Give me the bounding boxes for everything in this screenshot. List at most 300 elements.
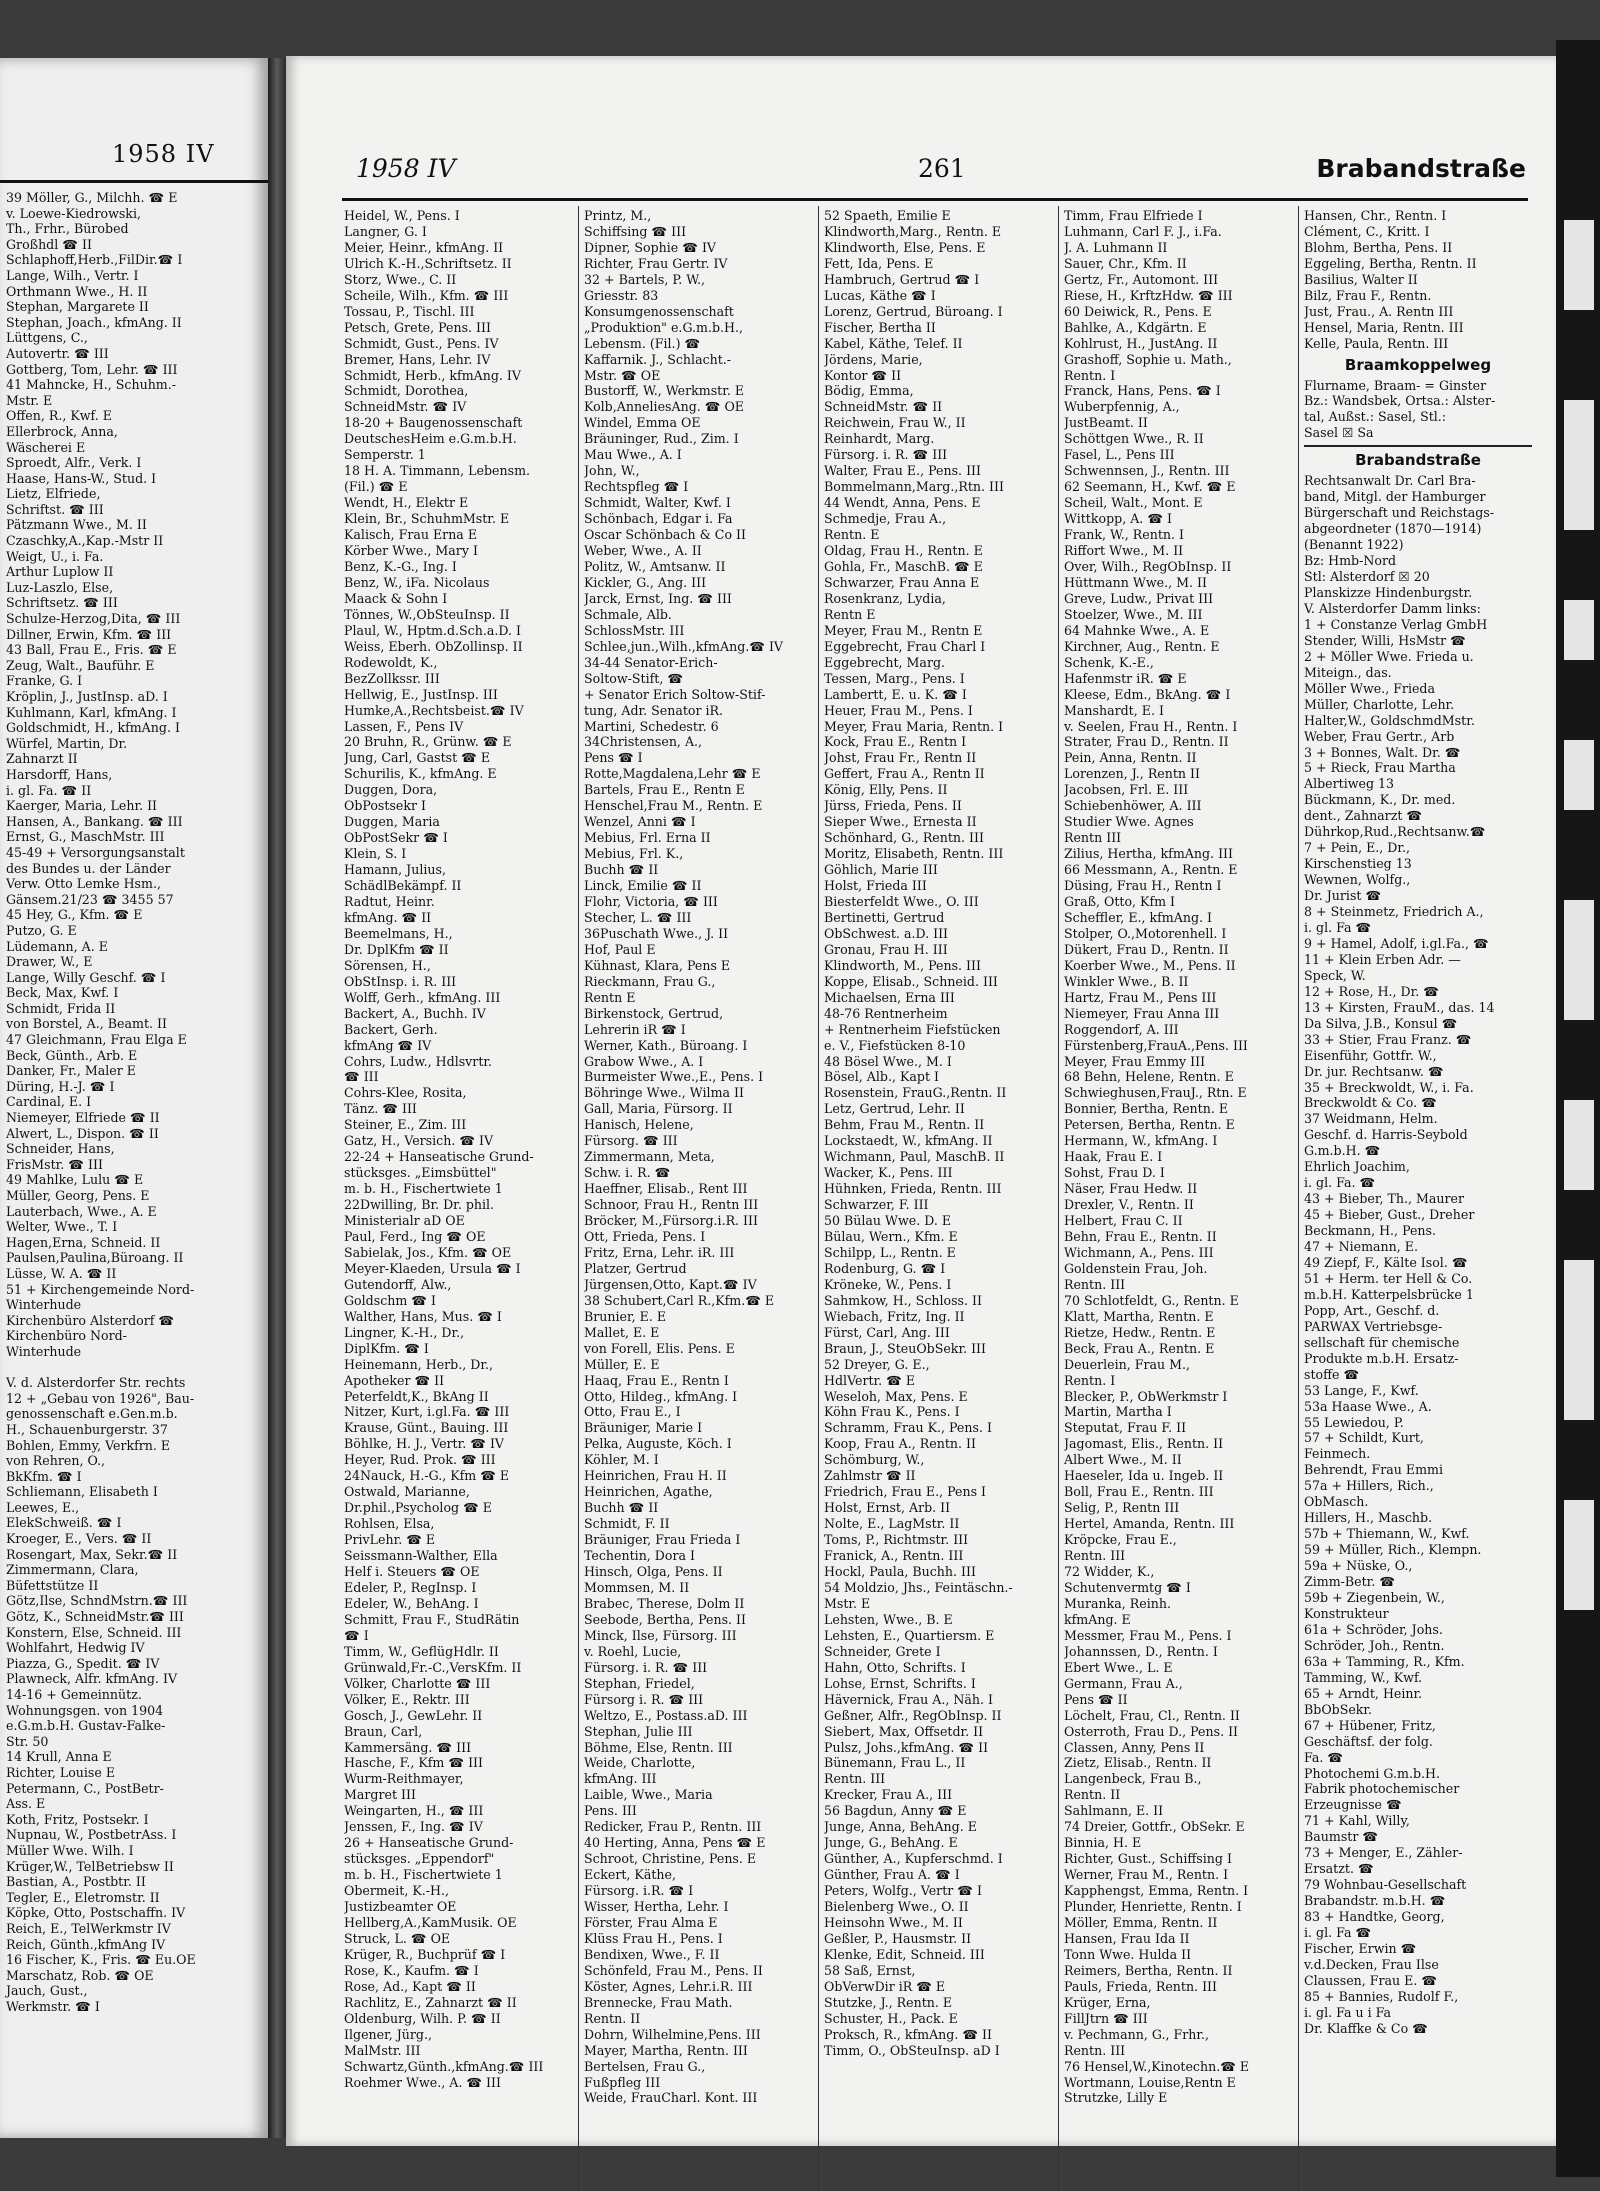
- directory-entry: Haak, Frau E. I: [1064, 1149, 1163, 1165]
- directory-entry: Hävernick, Frau A., Näh. I: [824, 1691, 994, 1707]
- directory-entry: Jarck, Ernst, Ing. ☎ III: [584, 590, 732, 606]
- directory-entry: Klindworth, Else, Pens. E: [824, 239, 986, 255]
- directory-entry: 37 Weidmann, Helm.: [1304, 1111, 1438, 1127]
- directory-entry: Feinmech.: [1304, 1446, 1371, 1462]
- directory-entry: Albert Wwe., M. II: [1064, 1452, 1182, 1468]
- directory-entry: Richter, Gust., Schiffsing I: [1064, 1851, 1232, 1867]
- directory-entry: Lorenzen, J., Rentn II: [1064, 766, 1200, 782]
- directory-entry: Drexler, V., Rentn. II: [1064, 1197, 1194, 1213]
- directory-entry: Fürsorg i. R. ☎ III: [584, 1691, 704, 1707]
- directory-entry: Bückmann, K., Dr. med.: [1304, 792, 1456, 808]
- left-page-entry: Czaschky,A.,Kap.-Mstr II: [6, 533, 164, 549]
- directory-entry: Klindworth,Marg., Rentn. E: [824, 223, 1002, 239]
- directory-entry: Eckert, Käthe,: [584, 1867, 676, 1883]
- left-page-entry: 39 Möller, G., Milchh. ☎ E: [6, 190, 178, 205]
- directory-entry: Obermeit, K.-H.,: [344, 1883, 450, 1899]
- left-page-entry: Schliemann, Elisabeth I: [6, 1484, 158, 1500]
- directory-entry: Müller, E. E: [584, 1356, 660, 1372]
- directory-entry: Jacobsen, Frl. E. III: [1064, 782, 1189, 798]
- directory-entry: Otto, Frau E., I: [584, 1404, 681, 1420]
- directory-entry: Hartz, Frau M., Pens III: [1064, 989, 1217, 1005]
- directory-entry: 52 Dreyer, G. E.,: [824, 1356, 930, 1372]
- left-page-entry: Büfettstütze II: [6, 1577, 99, 1593]
- directory-entry: Schroot, Christine, Pens. E: [584, 1851, 757, 1867]
- left-page-entry: Arthur Luplow II: [6, 564, 114, 580]
- directory-entry: 32 + Bartels, P. W.,: [584, 271, 706, 287]
- directory-entry: Dr. Klaffke & Co ☎: [1304, 2020, 1428, 2036]
- directory-entry: Siebert, Max, Offsetdr. II: [824, 1723, 984, 1739]
- left-page-entry: Petermann, C., PostBetr-: [6, 1780, 164, 1796]
- directory-entry: Ministerialr aD OE: [344, 1213, 465, 1229]
- directory-entry: Cohrs-Klee, Rosita,: [344, 1085, 467, 1101]
- directory-entry: Gatz, H., Versich. ☎ IV: [344, 1133, 494, 1149]
- directory-entry: Günther, Frau A. ☎ I: [824, 1867, 960, 1883]
- directory-entry: Lehsten, Wwe., B. E: [824, 1611, 953, 1627]
- directory-entry: SchlossMstr. III: [584, 622, 685, 638]
- directory-entry: Dr. jur. Rechtsanw. ☎: [1304, 1063, 1444, 1079]
- directory-entry: PARWAX Vertriebsge-: [1304, 1318, 1443, 1334]
- directory-entry: 59a + Nüske, O.,: [1304, 1558, 1413, 1574]
- directory-entry: 50 Bülau Wwe. D. E: [824, 1213, 952, 1229]
- directory-entry: Steputat, Frau F. II: [1064, 1420, 1187, 1436]
- directory-entry: Beck, Frau A., Rentn. E: [1064, 1340, 1215, 1356]
- directory-entry: Löchelt, Frau, Cl., Rentn. II: [1064, 1707, 1240, 1723]
- left-page-entry: Lauterbach, Wwe., A. E: [6, 1203, 157, 1219]
- directory-entry: 51 + Herm. ter Hell & Co.: [1304, 1270, 1473, 1286]
- directory-entry: Fett, Ida, Pens. E: [824, 255, 934, 271]
- directory-entry: Graß, Otto, Kfm I: [1064, 893, 1176, 909]
- directory-entry: Weiss, Eberh. ObZollinsp. II: [344, 638, 523, 654]
- directory-entry: Hensel, Maria, Rentn. III: [1304, 319, 1464, 335]
- directory-entry: Ilgener, Jürg.,: [344, 2026, 432, 2042]
- directory-entry: Schutenvermtg ☎ I: [1064, 1579, 1191, 1595]
- directory-entry: Schramm, Frau K., Pens. I: [824, 1420, 992, 1436]
- directory-entry: 3 + Bonnes, Walt. Dr. ☎: [1304, 744, 1461, 760]
- directory-entry: Mstr. E: [824, 1595, 871, 1611]
- left-page-entry: v. Loewe-Kiedrowski,: [6, 205, 141, 221]
- directory-entry: Michaelsen, Erna III: [824, 989, 955, 1005]
- directory-entry: Eggebrecht, Marg.: [824, 654, 946, 670]
- directory-entry: Hof, Paul E: [584, 941, 656, 957]
- directory-entry: Bülau, Wern., Kfm. E: [824, 1229, 958, 1244]
- directory-entry: Weide, Charlotte,: [584, 1755, 696, 1771]
- directory-entry: Heyer, Rud. Prok. ☎ III: [344, 1452, 496, 1468]
- directory-entry: Lorenz, Gertrud, Büroang. I: [824, 303, 1003, 319]
- directory-entry: Franick, A., Rentn. III: [824, 1548, 964, 1564]
- directory-entry: 18-20 + Baugenossenschaft: [344, 415, 523, 431]
- directory-entry: Baumstr ☎: [1304, 1829, 1379, 1845]
- directory-entry: Eisenführ, Gottfr. W.,: [1304, 1047, 1437, 1063]
- directory-entry: 83 + Handtke, Georg,: [1304, 1909, 1445, 1925]
- directory-entry: Stl: Alsterdorf ☒ 20: [1304, 569, 1430, 585]
- directory-entry: Kohlrust, H., JustAng. II: [1064, 335, 1218, 351]
- left-page-entry: Pätzmann Wwe., M. II: [6, 517, 147, 533]
- directory-entry: Fürsorg. i. R. ☎ III: [824, 447, 948, 463]
- directory-entry: Schwennsen, J., Rentn. III: [1064, 463, 1230, 479]
- directory-entry: Fabrik photochemischer: [1304, 1781, 1460, 1797]
- directory-entry: 34-44 Senator-Erich-: [584, 654, 718, 670]
- directory-entry: Völker, E., Rektr. III: [344, 1691, 470, 1707]
- left-page-entry: Hagen,Erna, Schneid. II: [6, 1234, 161, 1250]
- directory-entry: Riese, H., KrftzHdw. ☎ III: [1064, 287, 1233, 303]
- directory-entry: Rentn E: [584, 989, 636, 1005]
- directory-entry: Flohr, Victoria, ☎ III: [584, 893, 718, 909]
- directory-entry: Schröder, Joh., Rentn.: [1304, 1637, 1445, 1653]
- left-page-entry: Kirchenbüro Nord-: [6, 1328, 127, 1344]
- directory-entry: Fürsorg. i.R. ☎ I: [584, 1883, 694, 1899]
- directory-entry: Kabel, Käthe, Telef. II: [824, 335, 963, 351]
- directory-entry: Timm, Frau Elfriede I: [1064, 208, 1203, 223]
- directory-entry: Bünemann, Frau L., II: [824, 1755, 966, 1771]
- column-divider: [818, 206, 819, 2191]
- directory-entry: abgeordneter (1870—1914): [1304, 521, 1482, 537]
- directory-entry: 8 + Steinmetz, Friedrich A.,: [1304, 904, 1484, 920]
- directory-entry: Beemelmans, H.,: [344, 925, 453, 941]
- left-page-entry: Piazza, G., Spedit. ☎ IV: [6, 1655, 160, 1671]
- directory-entry: Rentn. II: [584, 2010, 641, 2026]
- directory-entry: Bösel, Alb., Kapt I: [824, 1069, 939, 1085]
- edge-mark: [1564, 740, 1594, 810]
- directory-entry: Wittkopp, A. ☎ I: [1064, 511, 1172, 527]
- directory-entry: Storz, Wwe., C. II: [344, 271, 457, 287]
- directory-entry: 60 Deiwick, R., Pens. E: [1064, 303, 1212, 319]
- directory-entry: Kock, Frau E., Rentn I: [824, 734, 967, 750]
- directory-entry: Backert, Gerh.: [344, 1021, 438, 1037]
- directory-entry: Schiffsing ☎ III: [584, 223, 687, 239]
- directory-entry: BbObSekr.: [1304, 1701, 1373, 1717]
- directory-entry: Seissmann-Walther, Ella: [344, 1548, 498, 1564]
- directory-entry: Da Silva, J.B., Konsul ☎: [1304, 1015, 1458, 1031]
- directory-entry: 57 + Schildt, Kurt,: [1304, 1430, 1424, 1446]
- directory-entry: Schwartz,Günth.,kfmAng.☎ III: [344, 2058, 544, 2074]
- directory-entry: Buchh ☎ II: [584, 1500, 659, 1516]
- directory-entry: Rose, Ad., Kapt ☎ II: [344, 1978, 476, 1994]
- directory-entry: Pein, Anna, Rentn. II: [1064, 750, 1197, 766]
- directory-entry: Erzeugnisse ☎: [1304, 1797, 1402, 1813]
- directory-entry: Holst, Frieda III: [824, 878, 927, 894]
- left-page-entry: Marschatz, Rob. ☎ OE: [6, 1967, 154, 1983]
- directory-entry: stücksges. „Eimsbüttel": [344, 1165, 497, 1181]
- directory-entry: Wortmann, Louise,Rentn E: [1064, 2074, 1236, 2090]
- directory-entry: Hellberg,A.,KamMusik. OE: [344, 1914, 517, 1930]
- book-gutter: [268, 58, 286, 2138]
- directory-entry: ObStInsp. i. R. III: [344, 973, 457, 989]
- directory-entry: Fürsorg. ☎ III: [584, 1133, 678, 1149]
- left-page-entry: 43 Ball, Frau E., Fris. ☎ E: [6, 642, 177, 658]
- directory-entry: Dükert, Frau D., Rentn. II: [1064, 941, 1229, 957]
- directory-entry: Apotheker ☎ II: [344, 1372, 445, 1388]
- directory-entry: Boll, Frau E., Rentn. III: [1064, 1484, 1214, 1500]
- directory-entry: 45 + Bieber, Gust., Dreher: [1304, 1207, 1475, 1223]
- directory-entry: Völker, Charlotte ☎ III: [344, 1675, 491, 1691]
- directory-entry: Dührkop,Rud.,Rechtsanw.☎: [1304, 824, 1486, 840]
- directory-entry: Hamann, Julius,: [344, 862, 446, 878]
- directory-entry: Gohla, Fr., MaschB. ☎ E: [824, 558, 983, 574]
- directory-entry: Seebode, Bertha, Pens. II: [584, 1611, 747, 1627]
- directory-entry: Strater, Frau D., Rentn. II: [1064, 734, 1229, 750]
- directory-entry: Zimm-Betr. ☎: [1304, 1574, 1396, 1590]
- directory-entry: Förster, Frau Alma E: [584, 1914, 718, 1930]
- directory-entry: tal, Außst.: Sasel, Stl.:: [1304, 409, 1447, 425]
- directory-entry: v.d.Decken, Frau Ilse: [1304, 1956, 1439, 1972]
- directory-entry: Kaffarnik. J., Schlacht.-: [584, 351, 732, 367]
- left-page-entry: Koth, Fritz, Postsekr. I: [6, 1811, 149, 1827]
- directory-entry: Kühnast, Klara, Pens E: [584, 957, 731, 973]
- directory-entry: Produkte m.b.H. Ersatz-: [1304, 1350, 1459, 1366]
- directory-entry: Grabow Wwe., A. I: [584, 1053, 704, 1069]
- directory-entry: Geffert, Frau A., Rentn II: [824, 766, 985, 782]
- directory-entry: Kolb,AnneliesAng. ☎ OE: [584, 399, 744, 415]
- page-street-heading: Brabandstraße: [1316, 154, 1526, 183]
- directory-entry: Duggen, Dora,: [344, 782, 438, 798]
- directory-entry: Werner, Kath., Büroang. I: [584, 1037, 748, 1053]
- directory-entry: Stephan, Friedel,: [584, 1675, 695, 1691]
- directory-entry: v. Pechmann, G., Frhr.,: [1064, 2026, 1209, 2042]
- directory-entry: Peters, Wolfg., Vertr ☎ I: [824, 1883, 982, 1899]
- directory-entry: ObMasch.: [1304, 1494, 1369, 1510]
- directory-entry: 44 Wendt, Anna, Pens. E: [824, 495, 981, 511]
- column-divider: [1058, 206, 1059, 2191]
- directory-entry: Fußpfleg III: [584, 2074, 661, 2090]
- directory-entry: Riffort Wwe., M. II: [1064, 543, 1184, 559]
- directory-entry: kfmAng. ☎ II: [344, 909, 432, 925]
- left-page-entry: Werkmstr. ☎ I: [6, 1998, 100, 2014]
- directory-entry: 56 Bagdun, Anny ☎ E: [824, 1803, 967, 1819]
- directory-entry: Reinhardt, Marg.: [824, 431, 935, 447]
- left-page-entry: Schulze-Herzog,Dita, ☎ III: [6, 611, 181, 627]
- directory-entry: Laible, Wwe., Maria: [584, 1787, 713, 1803]
- directory-entry: Bödig, Emma,: [824, 383, 914, 399]
- directory-entry: Köhn Frau K., Pens. I: [824, 1404, 960, 1420]
- left-page-entry: Paulsen,Paulina,Büroang. II: [6, 1250, 184, 1266]
- directory-entry: Müller, Charlotte, Lehr.: [1304, 696, 1455, 712]
- directory-entry: Zahlmstr ☎ II: [824, 1468, 916, 1484]
- left-page-entry: Offen, R., Kwf. E: [6, 408, 112, 424]
- directory-entry: Bustorff, W., Werkmstr. E: [584, 383, 745, 399]
- directory-entry: Braun, J., SteuObSekr. III: [824, 1340, 987, 1356]
- directory-entry: Fürsorg. i. R. ☎ III: [584, 1659, 708, 1675]
- left-page-entry: Mstr. E: [6, 392, 53, 408]
- directory-entry: Wisser, Hertha, Lehr. I: [584, 1899, 729, 1915]
- directory-entry: Lassen, F., Pens IV: [344, 718, 464, 734]
- directory-entry: Fischer, Bertha II: [824, 319, 936, 335]
- directory-entry: Photochemi G.m.b.H.: [1304, 1765, 1441, 1781]
- left-page-entry: Wohlfahrt, Hedwig IV: [6, 1640, 145, 1656]
- left-page-entry: [6, 1360, 256, 1376]
- directory-entry: FillJtrn ☎ III: [1064, 2010, 1148, 2026]
- directory-entry: Dr. Jurist ☎: [1304, 888, 1382, 904]
- directory-entry: 9 + Hamel, Adolf, i.gl.Fa., ☎: [1304, 935, 1489, 951]
- left-page-entry: Gottberg, Tom, Lehr. ☎ III: [6, 361, 178, 377]
- directory-entry: Kröpcke, Frau E.,: [1064, 1532, 1177, 1548]
- edge-mark: [1564, 400, 1594, 530]
- directory-entry: Sauer, Chr., Kfm. II: [1064, 255, 1187, 271]
- left-page-entry: Drawer, W., E: [6, 954, 93, 970]
- left-page-entry: Lietz, Elfriede,: [6, 486, 101, 502]
- directory-entry: 67 + Hübener, Fritz,: [1304, 1717, 1436, 1733]
- left-facing-page: [0, 58, 268, 2138]
- directory-page: [286, 56, 1556, 2146]
- directory-entry: Weide, FrauCharl. Kont. III: [584, 2090, 758, 2106]
- directory-entry: Hermann, W., kfmAng. I: [1064, 1133, 1218, 1149]
- column-3: [824, 208, 1052, 2059]
- directory-entry: Cohrs, Ludw., Hdlsvrtr.: [344, 1053, 493, 1069]
- directory-entry: 5 + Rieck, Frau Martha: [1304, 760, 1456, 776]
- directory-entry: Kirchner, Aug., Rentn. E: [1064, 638, 1220, 654]
- directory-entry: Meyer, Frau Maria, Rentn. I: [824, 718, 1004, 734]
- directory-entry: kfmAng. E: [1064, 1611, 1131, 1627]
- directory-entry: Haeffner, Elisab., Rent III: [584, 1181, 748, 1197]
- directory-entry: DiplKfm. ☎ I: [344, 1340, 429, 1356]
- directory-entry: Kirschenstieg 13: [1304, 856, 1412, 872]
- header-rule: [342, 198, 1528, 201]
- directory-entry: 33 + Stier, Frau Franz. ☎: [1304, 1031, 1472, 1047]
- directory-entry: Wenzel, Anni ☎ I: [584, 814, 696, 830]
- left-page-entry: Rosengart, Max, Sekr.☎ II: [6, 1546, 178, 1562]
- directory-entry: Claussen, Frau E. ☎: [1304, 1972, 1438, 1988]
- left-page-entry: Konstern, Else, Schneid. III: [6, 1624, 182, 1640]
- directory-entry: Mommsen, M. II: [584, 1579, 690, 1595]
- directory-entry: stoffe ☎: [1304, 1366, 1360, 1382]
- directory-entry: Birkenstock, Gertrud,: [584, 1005, 724, 1021]
- directory-entry: Rietze, Hedw., Rentn. E: [1064, 1324, 1216, 1340]
- directory-entry: J. A. Luhmann II: [1064, 239, 1168, 255]
- directory-entry: Jung, Carl, Gastst ☎ E: [344, 750, 491, 766]
- directory-entry: Schmidt, Walter, Kwf. I: [584, 495, 731, 511]
- left-page-entry: Reich, E., TelWerkmstr IV: [6, 1920, 171, 1936]
- directory-entry: Edeler, W., BehAng. I: [344, 1595, 479, 1611]
- directory-entry: Techentin, Dora I: [584, 1548, 695, 1564]
- directory-entry: Ersatzt. ☎: [1304, 1861, 1374, 1877]
- directory-entry: Kelle, Paula, Rentn. III: [1304, 335, 1449, 351]
- directory-entry: 38 Schubert,Carl R.,Kfm.☎ E: [584, 1292, 775, 1308]
- directory-entry: 76 Hensel,W.,Kinotechn.☎ E: [1064, 2058, 1250, 2074]
- directory-entry: Bielenberg Wwe., O. II: [824, 1899, 969, 1915]
- directory-entry: Rentn. E: [824, 527, 880, 543]
- left-page-entry: Orthmann Wwe., H. II: [6, 283, 148, 299]
- directory-entry: + Rentnerheim Fiefstücken: [824, 1021, 1001, 1037]
- directory-entry: Klindworth, M., Pens. III: [824, 957, 981, 973]
- directory-entry: König, Elly, Pens. II: [824, 782, 948, 798]
- directory-entry: Eggeling, Bertha, Rentn. II: [1304, 255, 1477, 271]
- column-5: [1304, 208, 1532, 2037]
- directory-entry: 74 Dreier, Gottfr., ObSekr. E: [1064, 1819, 1245, 1835]
- directory-entry: Nolte, E., LagMstr. II: [824, 1516, 960, 1532]
- directory-entry: Stutzke, J., Rentn. E: [824, 1994, 953, 2010]
- left-page-entry: Sproedt, Alfr., Verk. I: [6, 455, 142, 471]
- directory-entry: Haeseler, Ida u. Ingeb. II: [1064, 1468, 1224, 1484]
- directory-entry: Burmeister Wwe.,E., Pens. I: [584, 1069, 764, 1085]
- directory-entry: Dohrn, Wilhelmine,Pens. III: [584, 2026, 761, 2042]
- directory-entry: Martini, Schedestr. 6: [584, 718, 719, 734]
- directory-entry: Werner, Frau M., Rentn. I: [1064, 1867, 1229, 1883]
- street-section-heading: Braamkoppelweg: [1344, 355, 1492, 374]
- directory-entry: 34Christensen, A.,: [584, 734, 703, 750]
- directory-entry: 58 Saß, Ernst,: [824, 1962, 916, 1978]
- directory-entry: Schneider, Grete I: [824, 1643, 941, 1659]
- directory-entry: 59b + Ziegenbein, W.,: [1304, 1590, 1445, 1606]
- directory-entry: Körber Wwe., Mary I: [344, 543, 478, 559]
- directory-entry: Behm, Frau M., Rentn. II: [824, 1117, 985, 1133]
- directory-entry: Gertz, Fr., Automont. III: [1064, 271, 1219, 287]
- directory-entry: SchneidMstr. ☎ II: [824, 399, 943, 415]
- directory-entry: Jürgensen,Otto, Kapt.☎ IV: [584, 1276, 757, 1292]
- directory-entry: Rentn E: [824, 606, 876, 622]
- directory-entry: Reimers, Bertha, Rentn. II: [1064, 1962, 1233, 1978]
- directory-entry: Scheffler, E., kfmAng. I: [1064, 909, 1213, 925]
- directory-entry: Winkler Wwe., B. II: [1064, 973, 1189, 989]
- directory-entry: Moritz, Elisabeth, Rentn. III: [824, 846, 1004, 862]
- directory-entry: Meyer, Frau M., Rentn E: [824, 622, 983, 638]
- directory-entry: Lockstaedt, W., kfmAng. II: [824, 1133, 993, 1149]
- directory-entry: Manshardt, E. I: [1064, 702, 1164, 718]
- directory-entry: Möller, Emma, Rentn. II: [1064, 1914, 1218, 1930]
- directory-entry: Pelka, Auguste, Köch. I: [584, 1436, 732, 1452]
- left-page-entry: Schriftst. ☎ III: [6, 501, 104, 517]
- directory-entry: Böhlke, H. J., Vertr. ☎ IV: [344, 1436, 505, 1452]
- directory-entry: Lehsten, E., Quartiersm. E: [824, 1627, 995, 1643]
- directory-entry: Klein, S. I: [344, 846, 407, 862]
- left-page-entry: V. d. Alsterdorfer Str. rechts: [6, 1375, 186, 1391]
- directory-entry: Gronau, Frau H. III: [824, 941, 948, 957]
- directory-entry: Mallet, E. E: [584, 1324, 660, 1340]
- left-page-column: [6, 190, 256, 2014]
- directory-entry: Junge, Anna, BehAng. E: [824, 1819, 977, 1835]
- directory-entry: Popp, Art., Geschf. d.: [1304, 1302, 1440, 1318]
- directory-entry: Rosenkranz, Lydia,: [824, 590, 946, 606]
- directory-entry: Ebert Wwe., L. E: [1064, 1659, 1173, 1675]
- left-page-entry: Verw. Otto Lemke Hsm.,: [6, 876, 161, 892]
- right-page-edge: [1556, 40, 1600, 2177]
- edge-mark: [1564, 1260, 1594, 1420]
- directory-entry: Schmale, Alb.: [584, 606, 672, 622]
- directory-entry: Näser, Frau Hedw. II: [1064, 1181, 1198, 1197]
- directory-entry: Heinrichen, Frau H. II: [584, 1468, 727, 1484]
- edge-mark: [1564, 220, 1594, 310]
- left-page-entry: Schneider, Hans,: [6, 1141, 115, 1157]
- directory-entry: Paul, Ferd., Ing ☎ OE: [344, 1229, 486, 1244]
- directory-entry: Schönfeld, Frau M., Pens. II: [584, 1962, 763, 1978]
- directory-entry: Mebius, Frl. Erna II: [584, 830, 711, 846]
- directory-entry: Martin, Martha I: [1064, 1404, 1172, 1420]
- directory-entry: Pauls, Frieda, Rentn. III: [1064, 1978, 1217, 1994]
- directory-entry: 1 + Constanze Verlag GmbH: [1304, 616, 1488, 632]
- directory-entry: v. Roehl, Lucie,: [584, 1643, 682, 1659]
- directory-entry: Sörensen, H.,: [344, 957, 431, 973]
- directory-entry: Margret III: [344, 1787, 416, 1803]
- directory-entry: Benz, W., iFa. Nicolaus: [344, 574, 490, 590]
- directory-entry: Weingarten, H., ☎ III: [344, 1803, 484, 1819]
- left-page-entry: Kirchenbüro Alsterdorf ☎: [6, 1312, 175, 1328]
- directory-entry: Wacker, K., Pens. III: [824, 1165, 953, 1181]
- page-year: 1958 IV: [356, 154, 456, 183]
- directory-entry: 24Nauck, H.-G., Kfm ☎ E: [344, 1468, 510, 1484]
- directory-entry: Politz, W., Amtsanw. II: [584, 558, 726, 574]
- left-page-entry: Winterhude: [6, 1343, 82, 1359]
- left-page-entry: Ernst, G., MaschMstr. III: [6, 829, 165, 845]
- directory-entry: Hahn, Otto, Schrifts. I: [824, 1659, 966, 1675]
- directory-entry: Lebensm. (Fil.) ☎: [584, 335, 701, 351]
- directory-entry: Schurilis, K., kfmAng. E: [344, 766, 497, 782]
- directory-entry: Koerber Wwe., M., Pens. II: [1064, 957, 1236, 973]
- directory-entry: Fa. ☎: [1304, 1749, 1344, 1765]
- directory-entry: Krüger, Erna,: [1064, 1994, 1151, 2010]
- directory-entry: Wuberpfennig, A.,: [1064, 399, 1180, 415]
- directory-entry: sellschaft für chemische: [1304, 1334, 1460, 1350]
- directory-entry: Schmitt, Frau F., StudRätin: [344, 1611, 520, 1627]
- directory-entry: Dipner, Sophie ☎ IV: [584, 239, 717, 255]
- directory-entry: Rotte,Magdalena,Lehr ☎ E: [584, 766, 761, 782]
